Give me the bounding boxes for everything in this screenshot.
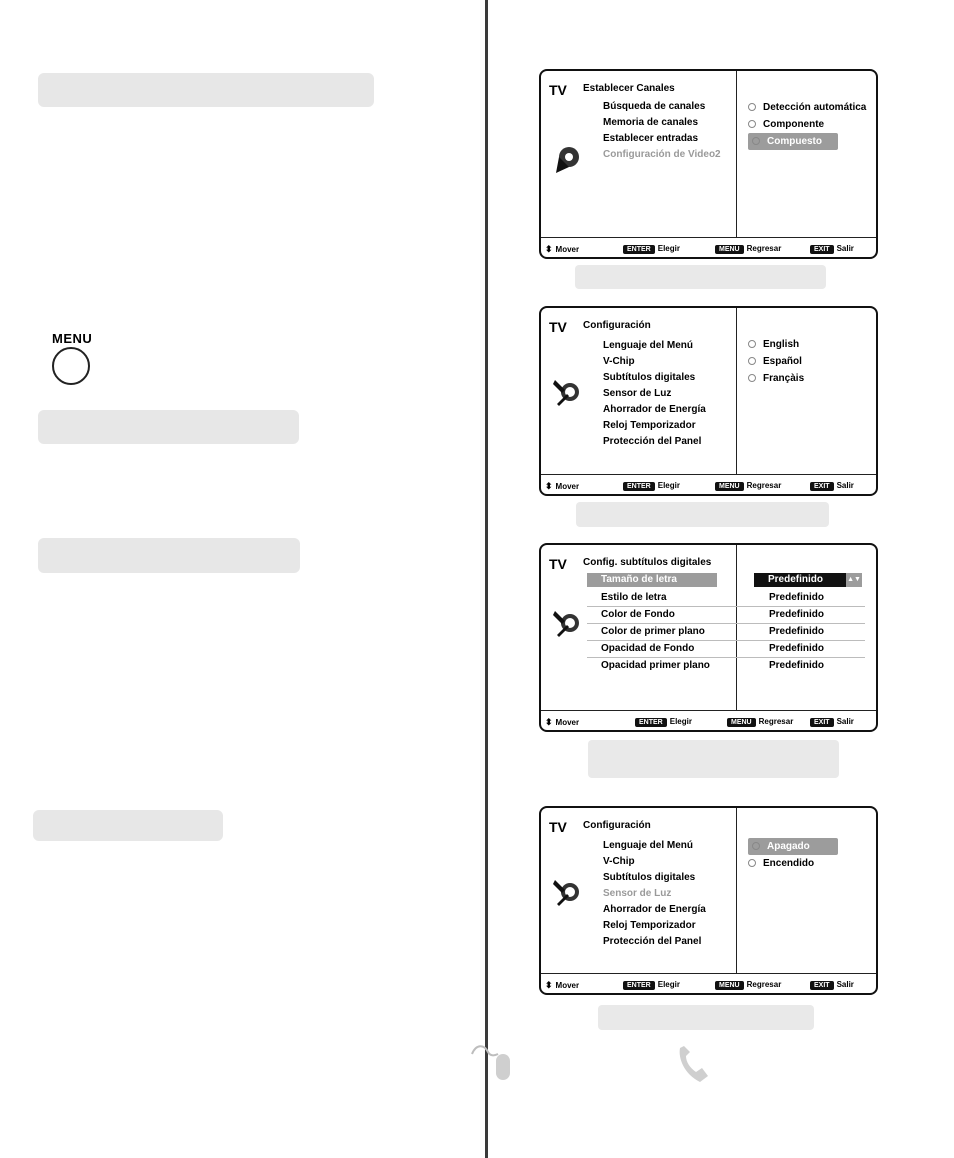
radio-dot-icon: [748, 357, 756, 365]
tv-screen-channels: [539, 69, 878, 259]
menu-item[interactable]: Establecer entradas: [603, 133, 699, 144]
radio-dot-icon: [748, 859, 756, 867]
tv-screen-setup-language: [539, 306, 878, 496]
caption-setting-label[interactable]: Opacidad primer plano: [601, 660, 710, 671]
menu-item[interactable]: Configuración de Video2: [603, 149, 721, 160]
radio-dot-icon: [748, 103, 756, 111]
wrench-clock-icon: [553, 607, 581, 637]
radio-dot-icon: [752, 842, 760, 850]
heading-bar-4: [33, 810, 223, 841]
menu-item-selected[interactable]: Tamaño de letra: [587, 573, 717, 587]
menu-button-label: MENU: [52, 331, 93, 346]
phone-icon: [676, 1044, 720, 1086]
footer-bar: ⬍ Mover ENTER Elegir MENU Regresar EXIT Salir: [545, 244, 854, 254]
menu-item-active[interactable]: Sensor de Luz: [603, 888, 672, 899]
menu-item-selected[interactable]: Lenguaje del Menú: [603, 340, 694, 351]
satellite-dish-icon: [553, 145, 581, 175]
caption-setting-value: Predefinido: [769, 643, 825, 654]
caption-setting-value: Predefinido: [769, 609, 825, 620]
menu-key: MENU: [727, 718, 756, 727]
exit-key: EXIT: [810, 981, 834, 990]
menu-item[interactable]: Reloj Temporizador: [603, 920, 696, 931]
menu-item[interactable]: V-Chip: [603, 856, 635, 867]
footer-bar: ⬍ Mover ENTER Elegir MENU Regresar EXIT Salir: [545, 717, 854, 727]
caption-bar-4: [598, 1005, 814, 1030]
panel-divider: [736, 545, 737, 710]
menu-item[interactable]: Reloj Temporizador: [603, 420, 696, 431]
radio-dot-icon: [748, 120, 756, 128]
menu-item[interactable]: V-Chip: [603, 356, 635, 367]
caption-bar-3: [588, 740, 839, 778]
tv-label: TV: [549, 819, 567, 835]
menu-item[interactable]: Protección del Panel: [603, 436, 702, 447]
enter-key: ENTER: [623, 482, 655, 491]
enter-key: ENTER: [623, 981, 655, 990]
caption-setting-label[interactable]: Color de primer plano: [601, 626, 705, 637]
exit-key: EXIT: [810, 245, 834, 254]
option-item-selected[interactable]: Compuesto: [748, 133, 838, 150]
heading-bar-2: [38, 410, 299, 444]
tv-screen-caption-settings: [539, 543, 878, 732]
tv-label: TV: [549, 556, 567, 572]
menu-item-wrapper: [603, 338, 706, 354]
row-rule: [587, 640, 865, 641]
updown-arrow-icon: ⬍: [545, 717, 553, 727]
option-item[interactable]: Español: [748, 353, 804, 370]
enter-key: ENTER: [635, 718, 667, 727]
panel-divider: [736, 308, 737, 474]
radio-dot-icon: [748, 374, 756, 382]
heading-bar-1: [38, 73, 374, 107]
menu-item[interactable]: Subtítulos digitales: [603, 372, 696, 383]
row-rule: [587, 623, 865, 624]
radio-dot-icon: [752, 137, 760, 145]
heading-bar-3: [38, 538, 300, 573]
caption-setting-label[interactable]: Estilo de letra: [601, 592, 667, 603]
menu-item[interactable]: Protección del Panel: [603, 936, 702, 947]
radio-dot-icon: [748, 340, 756, 348]
updown-arrow-icon: ⬍: [545, 980, 553, 990]
row-rule: [587, 657, 865, 658]
spin-arrows-icon: ▲▼: [846, 573, 862, 587]
tv-label: TV: [549, 82, 567, 98]
option-item-selected[interactable]: Apagado: [748, 838, 838, 855]
caption-setting-value: Predefinido: [769, 592, 825, 603]
menu-item[interactable]: Sensor de Luz: [603, 388, 672, 399]
option-item[interactable]: Encendido: [748, 855, 838, 872]
exit-key: EXIT: [810, 718, 834, 727]
menu-item[interactable]: Ahorrador de Energía: [603, 404, 706, 415]
menu-key: MENU: [715, 245, 744, 254]
option-item[interactable]: Detección automática: [748, 99, 866, 116]
menu-button-illustration: [52, 331, 112, 385]
footer-bar: ⬍ Mover ENTER Elegir MENU Regresar EXIT Salir: [545, 481, 854, 491]
wrench-clock-icon: [553, 376, 581, 406]
tv-label: TV: [549, 319, 567, 335]
caption-setting-label[interactable]: Opacidad de Fondo: [601, 643, 695, 654]
caption-setting-value: Predefinido: [769, 626, 825, 637]
updown-arrow-icon: ⬍: [545, 244, 553, 254]
row-rule: [587, 606, 865, 607]
menu-item[interactable]: Búsqueda de canales: [603, 101, 706, 112]
mouse-icon: [470, 1042, 514, 1084]
exit-key: EXIT: [810, 482, 834, 491]
caption-bar-1: [575, 265, 826, 289]
menu-button-circle-icon: [52, 347, 90, 385]
value-selector[interactable]: Predefinido ▲▼: [754, 573, 862, 587]
menu-title: Configuración: [583, 820, 651, 831]
enter-key: ENTER: [623, 245, 655, 254]
vertical-divider: [485, 0, 488, 1158]
caption-setting-value: Predefinido: [769, 660, 825, 671]
caption-bar-2: [576, 502, 829, 527]
panel-divider: [736, 808, 737, 973]
menu-key: MENU: [715, 981, 744, 990]
panel-divider: [736, 71, 737, 237]
footer-bar: ⬍ Mover ENTER Elegir MENU Regresar EXIT Salir: [545, 980, 854, 990]
caption-setting-label[interactable]: Color de Fondo: [601, 609, 675, 620]
menu-title: Configuración: [583, 320, 651, 331]
menu-key: MENU: [715, 482, 744, 491]
option-item[interactable]: Componente: [748, 116, 866, 133]
menu-item[interactable]: Lenguaje del Menú: [603, 840, 694, 851]
menu-item[interactable]: Memoria de canales: [603, 117, 699, 128]
tv-screen-setup-light-sensor: [539, 806, 878, 995]
menu-title: Config. subtítulos digitales: [583, 557, 712, 568]
option-item[interactable]: Françàis: [748, 370, 804, 387]
wrench-clock-icon: [553, 876, 581, 906]
option-item[interactable]: English: [748, 336, 804, 353]
menu-item[interactable]: Subtítulos digitales: [603, 872, 696, 883]
menu-item[interactable]: Ahorrador de Energía: [603, 904, 706, 915]
updown-arrow-icon: ⬍: [545, 481, 553, 491]
menu-title: Establecer Canales: [583, 83, 675, 94]
